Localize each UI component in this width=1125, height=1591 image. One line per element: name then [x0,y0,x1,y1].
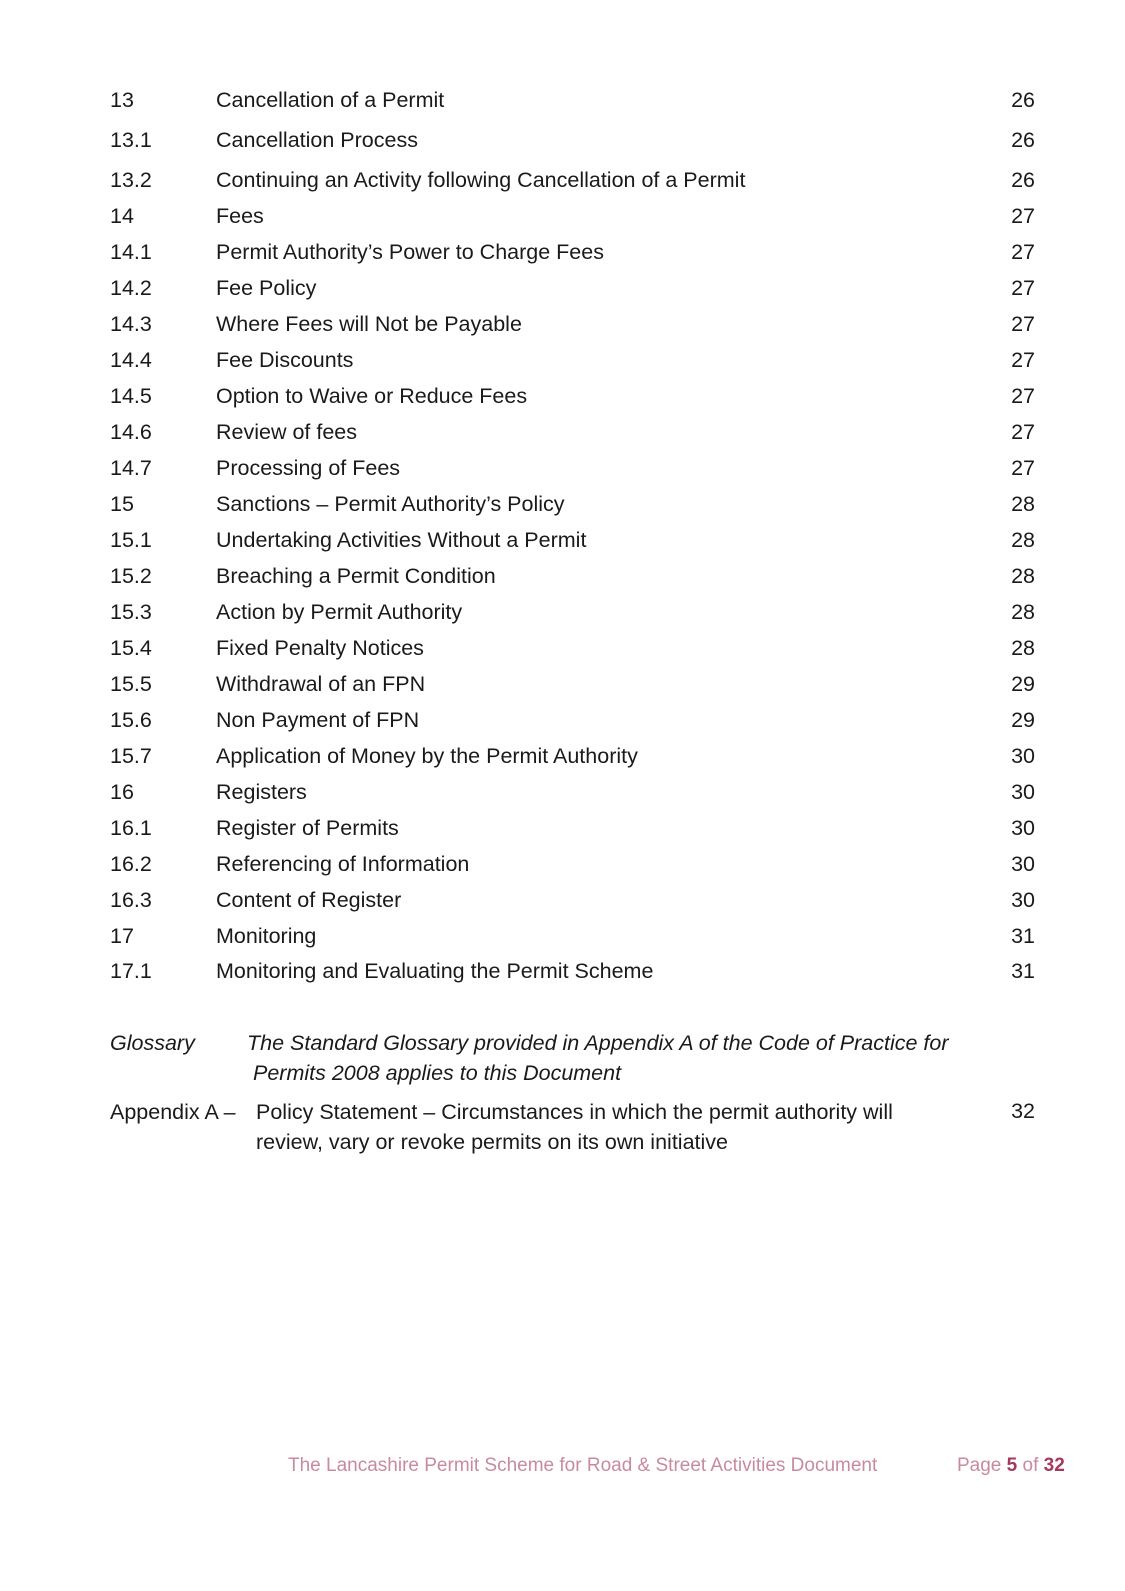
toc-section-title: Monitoring and Evaluating the Permit Scheme [216,959,654,983]
toc-page-number: 30 [1011,816,1035,840]
toc-section-title: Continuing an Activity following Cancellation of a Permit [216,168,746,192]
toc-section-number: 14.1 [110,240,152,264]
toc-row [110,561,1035,591]
toc-section-number: 15.4 [110,636,152,660]
footer-page-prefix: Page [957,1455,1002,1476]
toc-page-number: 28 [1011,564,1035,588]
toc-section-title: Content of Register [216,888,402,912]
footer-page-of: of [1022,1455,1039,1476]
toc-row [110,813,1035,843]
toc-page-number: 27 [1011,204,1035,228]
toc-page-number: 28 [1011,492,1035,516]
glossary-text [247,1028,1007,1088]
toc-page-number: 29 [1011,708,1035,732]
toc-section-title: Review of fees [216,420,358,444]
toc-section-title: Breaching a Permit Condition [216,564,496,588]
toc-row [110,597,1035,627]
toc-section-number: 15.7 [110,744,152,768]
toc-section-number: 14.6 [110,420,152,444]
toc-section-number: 15.2 [110,564,152,588]
toc-row [110,921,1035,951]
toc-section-title: Monitoring [216,924,317,948]
toc-row [110,165,1035,195]
glossary-label: Glossary [110,1031,195,1055]
toc-section-number: 14.2 [110,276,152,300]
toc-page-number: 30 [1011,780,1035,804]
glossary-text-line-1: The Standard Glossary provided in Appendix A of the Code of Practice for [247,1031,949,1055]
glossary-text-line-2: Permits 2008 applies to this Document [253,1061,622,1085]
toc-page-number: 27 [1011,456,1035,480]
toc-section-title: Cancellation of a Permit [216,88,445,112]
toc-row [110,633,1035,663]
toc-row [110,125,1035,155]
toc-page-number: 26 [1011,128,1035,152]
toc-row [110,849,1035,879]
toc-section-title: Register of Permits [216,816,399,840]
footer-page-indicator [957,1451,1065,1481]
toc-row [110,885,1035,915]
toc-row [110,417,1035,447]
toc-page-number: 26 [1011,168,1035,192]
toc-section-title: Cancellation Process [216,128,418,152]
toc-row [110,237,1035,267]
toc-page-number: 27 [1011,384,1035,408]
toc-page-number: 30 [1011,852,1035,876]
appendix-label: Appendix A – [110,1100,236,1124]
toc-section-title: Sanctions – Permit Authority’s Policy [216,492,565,516]
toc-page-number: 26 [1011,88,1035,112]
toc-section-number: 15.6 [110,708,152,732]
toc-page-number: 30 [1011,744,1035,768]
toc-section-number: 15 [110,492,134,516]
toc-row [110,309,1035,339]
toc-section-title: Fee Policy [216,276,317,300]
toc-section-number: 14.4 [110,348,152,372]
toc-page-number: 31 [1011,959,1035,983]
toc-section-title: Action by Permit Authority [216,600,463,624]
toc-page-number: 28 [1011,636,1035,660]
toc-section-title: Where Fees will Not be Payable [216,312,522,336]
toc-page-number: 28 [1011,528,1035,552]
toc-section-title: Undertaking Activities Without a Permit [216,528,587,552]
toc-section-title: Permit Authority’s Power to Charge Fees [216,240,604,264]
toc-section-number: 13 [110,88,134,112]
toc-section-title: Fixed Penalty Notices [216,636,424,660]
toc-page-number: 27 [1011,312,1035,336]
toc-row [110,489,1035,519]
toc-section-number: 17.1 [110,959,152,983]
toc-section-title: Registers [216,780,307,804]
toc-page-number: 29 [1011,672,1035,696]
toc-section-title: Fee Discounts [216,348,354,372]
toc-section-title: Processing of Fees [216,456,401,480]
toc-section-number: 14.5 [110,384,152,408]
toc-section-number: 16.3 [110,888,152,912]
toc-section-title: Fees [216,204,264,228]
toc-section-number: 16.1 [110,816,152,840]
toc-row [110,85,1035,115]
toc-section-number: 14.3 [110,312,152,336]
toc-page-number: 27 [1011,240,1035,264]
toc-section-number: 16.2 [110,852,152,876]
appendix-title: Policy Statement – Circumstances in which the permit authority will review, vary or revoke permits on its own initiative [256,1100,893,1154]
toc-row [110,669,1035,699]
toc-page-number: 31 [1011,924,1035,948]
footer-page-current: 5 [1006,1455,1018,1476]
toc-row [110,525,1035,555]
footer-document-title: The Lancashire Permit Scheme for Road & Street Activities Document [288,1455,878,1476]
appendix-page-number: 32 [1011,1099,1035,1123]
toc-row [110,956,1035,986]
toc-page-number: 30 [1011,888,1035,912]
toc-row [110,273,1035,303]
toc-row [110,381,1035,411]
toc-row [110,201,1035,231]
toc-row [110,345,1035,375]
toc-section-number: 17 [110,924,134,948]
toc-row [110,777,1035,807]
toc-section-number: 15.3 [110,600,152,624]
toc-section-number: 13.2 [110,168,152,192]
toc-section-number: 14.7 [110,456,152,480]
toc-section-title: Withdrawal of an FPN [216,672,426,696]
toc-row [110,453,1035,483]
toc-section-number: 15.5 [110,672,152,696]
toc-page-number: 27 [1011,420,1035,444]
toc-section-title: Option to Waive or Reduce Fees [216,384,528,408]
toc-page-number: 28 [1011,600,1035,624]
toc-section-title: Referencing of Information [216,852,470,876]
toc-page-number: 27 [1011,348,1035,372]
page-footer [0,1451,1125,1481]
toc-page-number: 27 [1011,276,1035,300]
toc-section-number: 14 [110,204,134,228]
toc-row [110,705,1035,735]
toc-section-number: 16 [110,780,134,804]
footer-page-total: 32 [1043,1455,1065,1476]
toc-section-number: 15.1 [110,528,152,552]
toc-section-title: Application of Money by the Permit Authority [216,744,638,768]
toc-section-number: 13.1 [110,128,152,152]
toc-section-title: Non Payment of FPN [216,708,420,732]
toc-row [110,741,1035,771]
